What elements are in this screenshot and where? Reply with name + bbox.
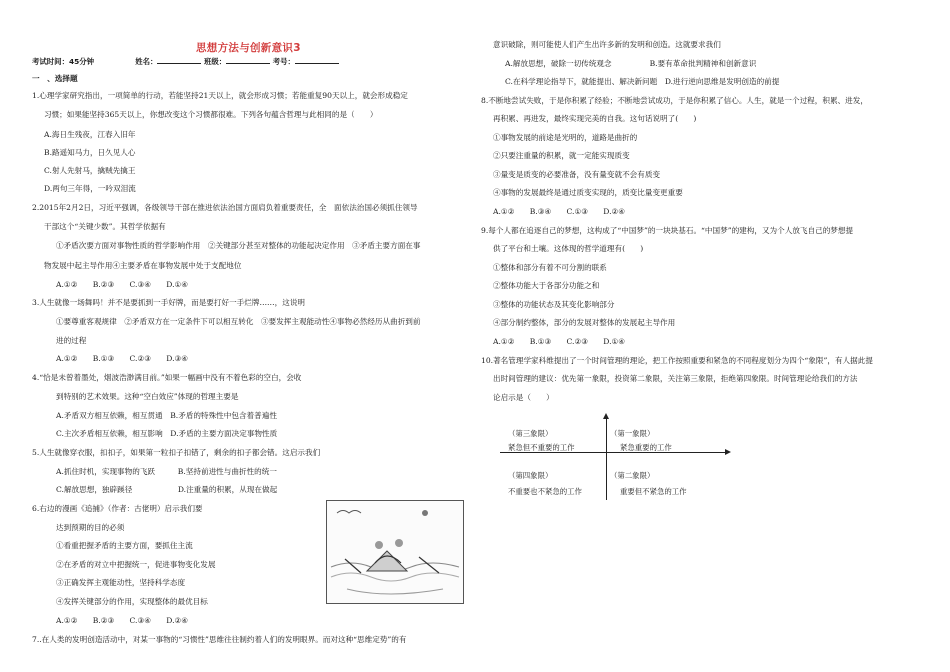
right-text-line: A.①② B.③④ C.①③ D.②④ bbox=[493, 207, 626, 216]
left-text-line: C.主次矛盾相互依赖，相互影响 D.矛盾的主要方面决定事物性质 bbox=[56, 429, 278, 438]
left-text-line: ①要尊重客观规律 ②矛盾双方在一定条件下可以相互转化 ③要发挥主观能动性④事物必然经历从曲折到前 bbox=[56, 317, 421, 326]
left-text-line: 6.右边的漫画《追捕》（作者：古佬明）启示我们要 bbox=[32, 504, 203, 513]
q2-label: （第二象限） bbox=[610, 471, 655, 480]
left-text-line: 进的过程 bbox=[56, 336, 87, 345]
left-text-line: 5.人生就像穿衣服，扣扣子，如果第一粒扣子扣错了，剩余的扣子都会错。这启示我们 bbox=[32, 448, 321, 457]
section-heading: 一 、选择题 bbox=[32, 74, 78, 83]
q2-text: 重要但不紧急的工作 bbox=[620, 487, 687, 496]
quadrant-diagram bbox=[500, 416, 732, 500]
right-text-line: ④事物的发展最终是通过质变实现的，质变比量变更重要 bbox=[493, 188, 683, 197]
left-text-line: B.路遥知马力，日久见人心 bbox=[44, 148, 136, 157]
right-text-line: 10.著名管理学家科维提出了一个时间管理的理论，把工作按照重要和紧急的不同程度划分为四个“象限”，有人据此提 bbox=[481, 356, 873, 365]
right-text-line: ④部分制约整体，部分的发展对整体的发展起主导作用 bbox=[493, 318, 676, 327]
right-text-line: 再积累、再进发，最终实现完美的自我。这句话说明了( ) bbox=[493, 114, 697, 123]
number-blank[interactable] bbox=[295, 56, 339, 64]
right-text-line: ①整体和部分有着不可分割的联系 bbox=[493, 263, 607, 272]
left-text-line: ③正确发挥主观能动性，坚持科学态度 bbox=[56, 578, 186, 587]
right-text-line: A.解放思想，破除一切传统观念 B.要有革命批判精神和创新意识 bbox=[505, 59, 757, 68]
class-blank[interactable] bbox=[226, 56, 270, 64]
left-text-line: 到特别的艺术效果。这种“空白效应”体现的哲理主要是 bbox=[56, 392, 239, 401]
cartoon-image bbox=[326, 500, 464, 604]
right-text-line: 意识破除，则可能使人们产生出许多新的发明和创造。这就要求我们 bbox=[493, 40, 721, 49]
left-text-line: 1.心理学家研究指出，一项简单的行动，若能坚持21天以上，就会形成习惯；若能重复90天以上，就会形成稳定 bbox=[32, 91, 408, 100]
right-text-line: ②整体功能大于各部分功能之和 bbox=[493, 281, 600, 290]
right-text-line: ③整体的功能状态及其变化影响部分 bbox=[493, 300, 615, 309]
left-text-line: 4.“恰是未曾着墨处，烟波浩渺满目前。”如果一幅画中没有不着色彩的空白，会收 bbox=[32, 373, 302, 382]
left-text-line: 2.2015年2月2日，习近平强调，各级领导干部在推进依法治国方面肩负着重要责任，全 面依法治国必须抓住领导 bbox=[32, 203, 418, 212]
vertical-axis bbox=[606, 418, 607, 500]
name-blank[interactable] bbox=[157, 56, 201, 64]
left-text-line: A.抓住时机，实现事物的飞跃 B.坚持前进性与曲折性的统一 bbox=[56, 467, 277, 476]
q1-text: 紧急重要的工作 bbox=[620, 443, 672, 452]
right-text-line: 论启示是（ ） bbox=[493, 393, 554, 402]
right-text-line: 出时间管理的建议：优先第一象限，投资第二象限，关注第三象限，拒绝第四象限。时间管理论给我们的方法 bbox=[493, 374, 858, 383]
right-text-line: 8.不断地尝试失败，于是你积累了经验；不断地尝试成功，于是你积累了信心。人生，就是一个过程，积累、进发， bbox=[481, 96, 868, 105]
left-text-line: 物发展中起主导作用④主要矛盾在事物发展中处于支配地位 bbox=[44, 261, 242, 270]
left-text-line: 7..在人类的发明创造活动中，对某一事物的“习惯性”思维往往制约着人们的发明眼界。而对这种“思维定势”的有 bbox=[32, 635, 407, 644]
q1-label: （第一象限） bbox=[610, 429, 655, 438]
left-text-line: C.解放思想，独辟蹊径 D.注重量的积累，从现在做起 bbox=[56, 485, 278, 494]
left-text-line: A.①② B.②③ C.③④ D.②④ bbox=[56, 616, 189, 625]
right-text-line: 供了平台和土壤。这体现的哲学道理有( ) bbox=[493, 244, 644, 253]
left-text-line: A.①② B.②③ C.③④ D.①④ bbox=[56, 280, 189, 289]
left-text-line: ④发挥关键部分的作用，实现整体的最优目标 bbox=[56, 597, 208, 606]
right-text-line: ②只要注重量的积累，就一定能实现质变 bbox=[493, 151, 630, 160]
class-label: 班级： bbox=[203, 57, 227, 66]
left-text-line: D.两句三年得，一吟双泪流 bbox=[44, 184, 136, 193]
left-text-line: A.海日生残夜，江春入旧年 bbox=[44, 130, 136, 139]
left-text-line: A.矛盾双方相互依赖，相互贯通 B.矛盾的特殊性中包含着普遍性 bbox=[56, 411, 277, 420]
left-text-line: C.射人先射马，擒贼先擒王 bbox=[44, 166, 136, 175]
right-text-line: 9.每个人都在追逐自己的梦想，这构成了“中国梦”的一块块基石。“中国梦”的建构，又为个人放飞自己的梦想提 bbox=[481, 226, 854, 235]
left-text-line: 达到预期的目的必须 bbox=[56, 523, 125, 532]
cartoon-illustration bbox=[327, 501, 463, 603]
number-label: 考号： bbox=[272, 57, 295, 66]
left-text-line: ①看重把握矛盾的主要方面，要抓住主流 bbox=[56, 541, 193, 550]
q4-text: 不重要也不紧急的工作 bbox=[508, 487, 582, 496]
right-text-line: C.在科学理论指导下，就能提出、解决新问题 D.进行逆向思维是发明创造的前提 bbox=[505, 77, 780, 86]
page-title: 思想方法与创新意识3 bbox=[196, 42, 301, 54]
right-text-line: A.①② B.①③ C.②③ D.①④ bbox=[493, 337, 626, 346]
left-text-line: 习惯；如果能坚持365天以上，你想改变这个习惯都很难。下列各句蕴含哲理与此相同的是（ ） bbox=[44, 110, 378, 119]
left-text-line: ①矛盾次要方面对事物性质的哲学影响作用 ②关键部分甚至对整体的功能起决定作用 ③矛盾主要方面在事 bbox=[56, 241, 421, 250]
left-text-line: A.①② B.①③ C.②③ D.③④ bbox=[56, 354, 189, 363]
left-text-line: ②在矛盾的对立中把握统一，促进事物变化发展 bbox=[56, 560, 216, 569]
right-text-line: ③量变是质变的必要准备，没有量变就不会有质变 bbox=[493, 170, 661, 179]
name-label: 姓名： bbox=[135, 57, 158, 66]
q4-label: （第四象限） bbox=[508, 471, 553, 480]
left-text-line: 干部这个“关键少数”。其哲学依据有 bbox=[44, 222, 166, 231]
right-text-line: ①事物发展的前途是光明的，道路是曲折的 bbox=[493, 133, 638, 142]
axis-arrow-right bbox=[725, 449, 731, 455]
q3-label: （第三象限） bbox=[508, 429, 553, 438]
exam-header bbox=[32, 56, 339, 67]
exam-time: 考试时间：45分钟 bbox=[32, 57, 95, 66]
left-text-line: 3.人生就像一场舞吗！并不是要抓到一手好牌，而是要打好一手烂牌……，这说明 bbox=[32, 298, 306, 307]
axis-arrow-up bbox=[603, 413, 609, 419]
q3-text: 紧急但不重要的工作 bbox=[508, 443, 575, 452]
